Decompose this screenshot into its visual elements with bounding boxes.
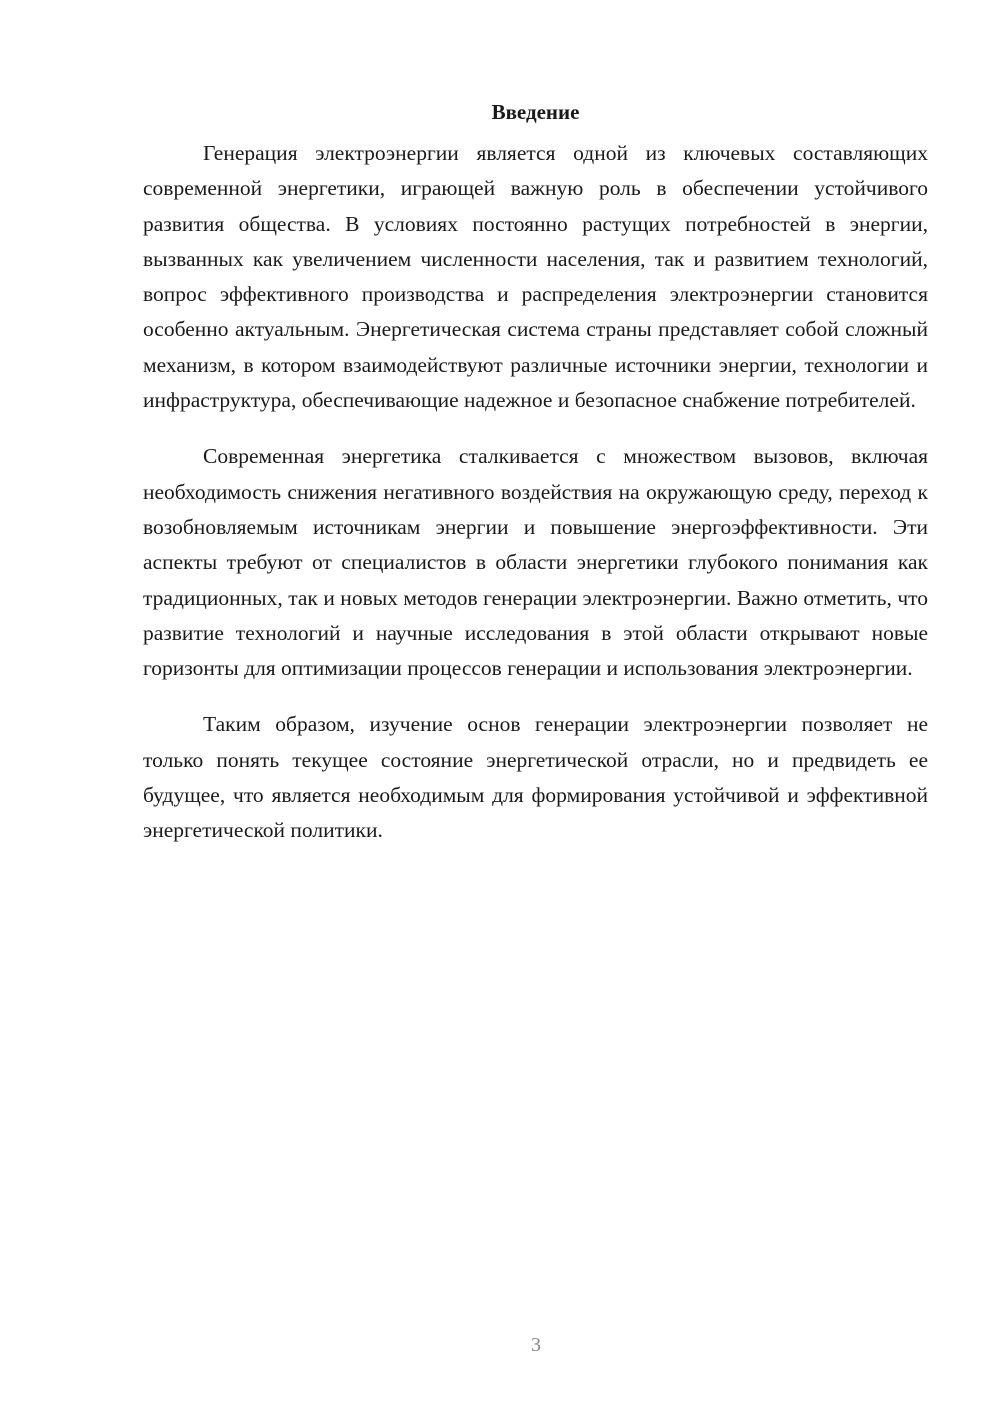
paragraph-2: Современная энергетика сталкивается с множеством вызовов, включая необходимость снижения негативного воздействия на окружающую среду, переход к возобновляемым источникам энергии и повышение энергоэффективности. Эти аспекты требуют от специалистов в области энергетики глубокого понимания как традиционных, так и новых методов генерации электроэнергии. Важно отметить, что развитие технологий и научные исследования в этой области открывают новые горизонты для оптимизации процессов генерации и использования электроэнергии. — [143, 444, 928, 681]
paragraph-1: Генерация электроэнергии является одной из ключевых составляющих современной энергетики, играющей важную роль в обеспечении устойчивого развития общества. В условиях постоянно растущих потребностей в энергии, вызванных как увеличением численности населения, так и развитием технологий, вопрос эффективного производства и распределения электроэнергии становится особенно актуальным. Энергетическая система страны представляет собой сложный механизм, в котором взаимодействуют различные источники энергии, технологии и инфраструктура, обеспечивающие надежное и безопасное снабжение потребителей. — [143, 141, 928, 413]
page-content — [143, 96, 928, 870]
section-heading: Введение — [491, 100, 580, 124]
page-number: 3 — [531, 1334, 541, 1356]
paragraph-3: Таким образом, изучение основ генерации электроэнергии позволяет не только понять текущее состояние энергетической отрасли, но и предвидеть ее будущее, что является необходимым для формирования устойчивой и эффективной энергетической политики. — [143, 712, 928, 843]
